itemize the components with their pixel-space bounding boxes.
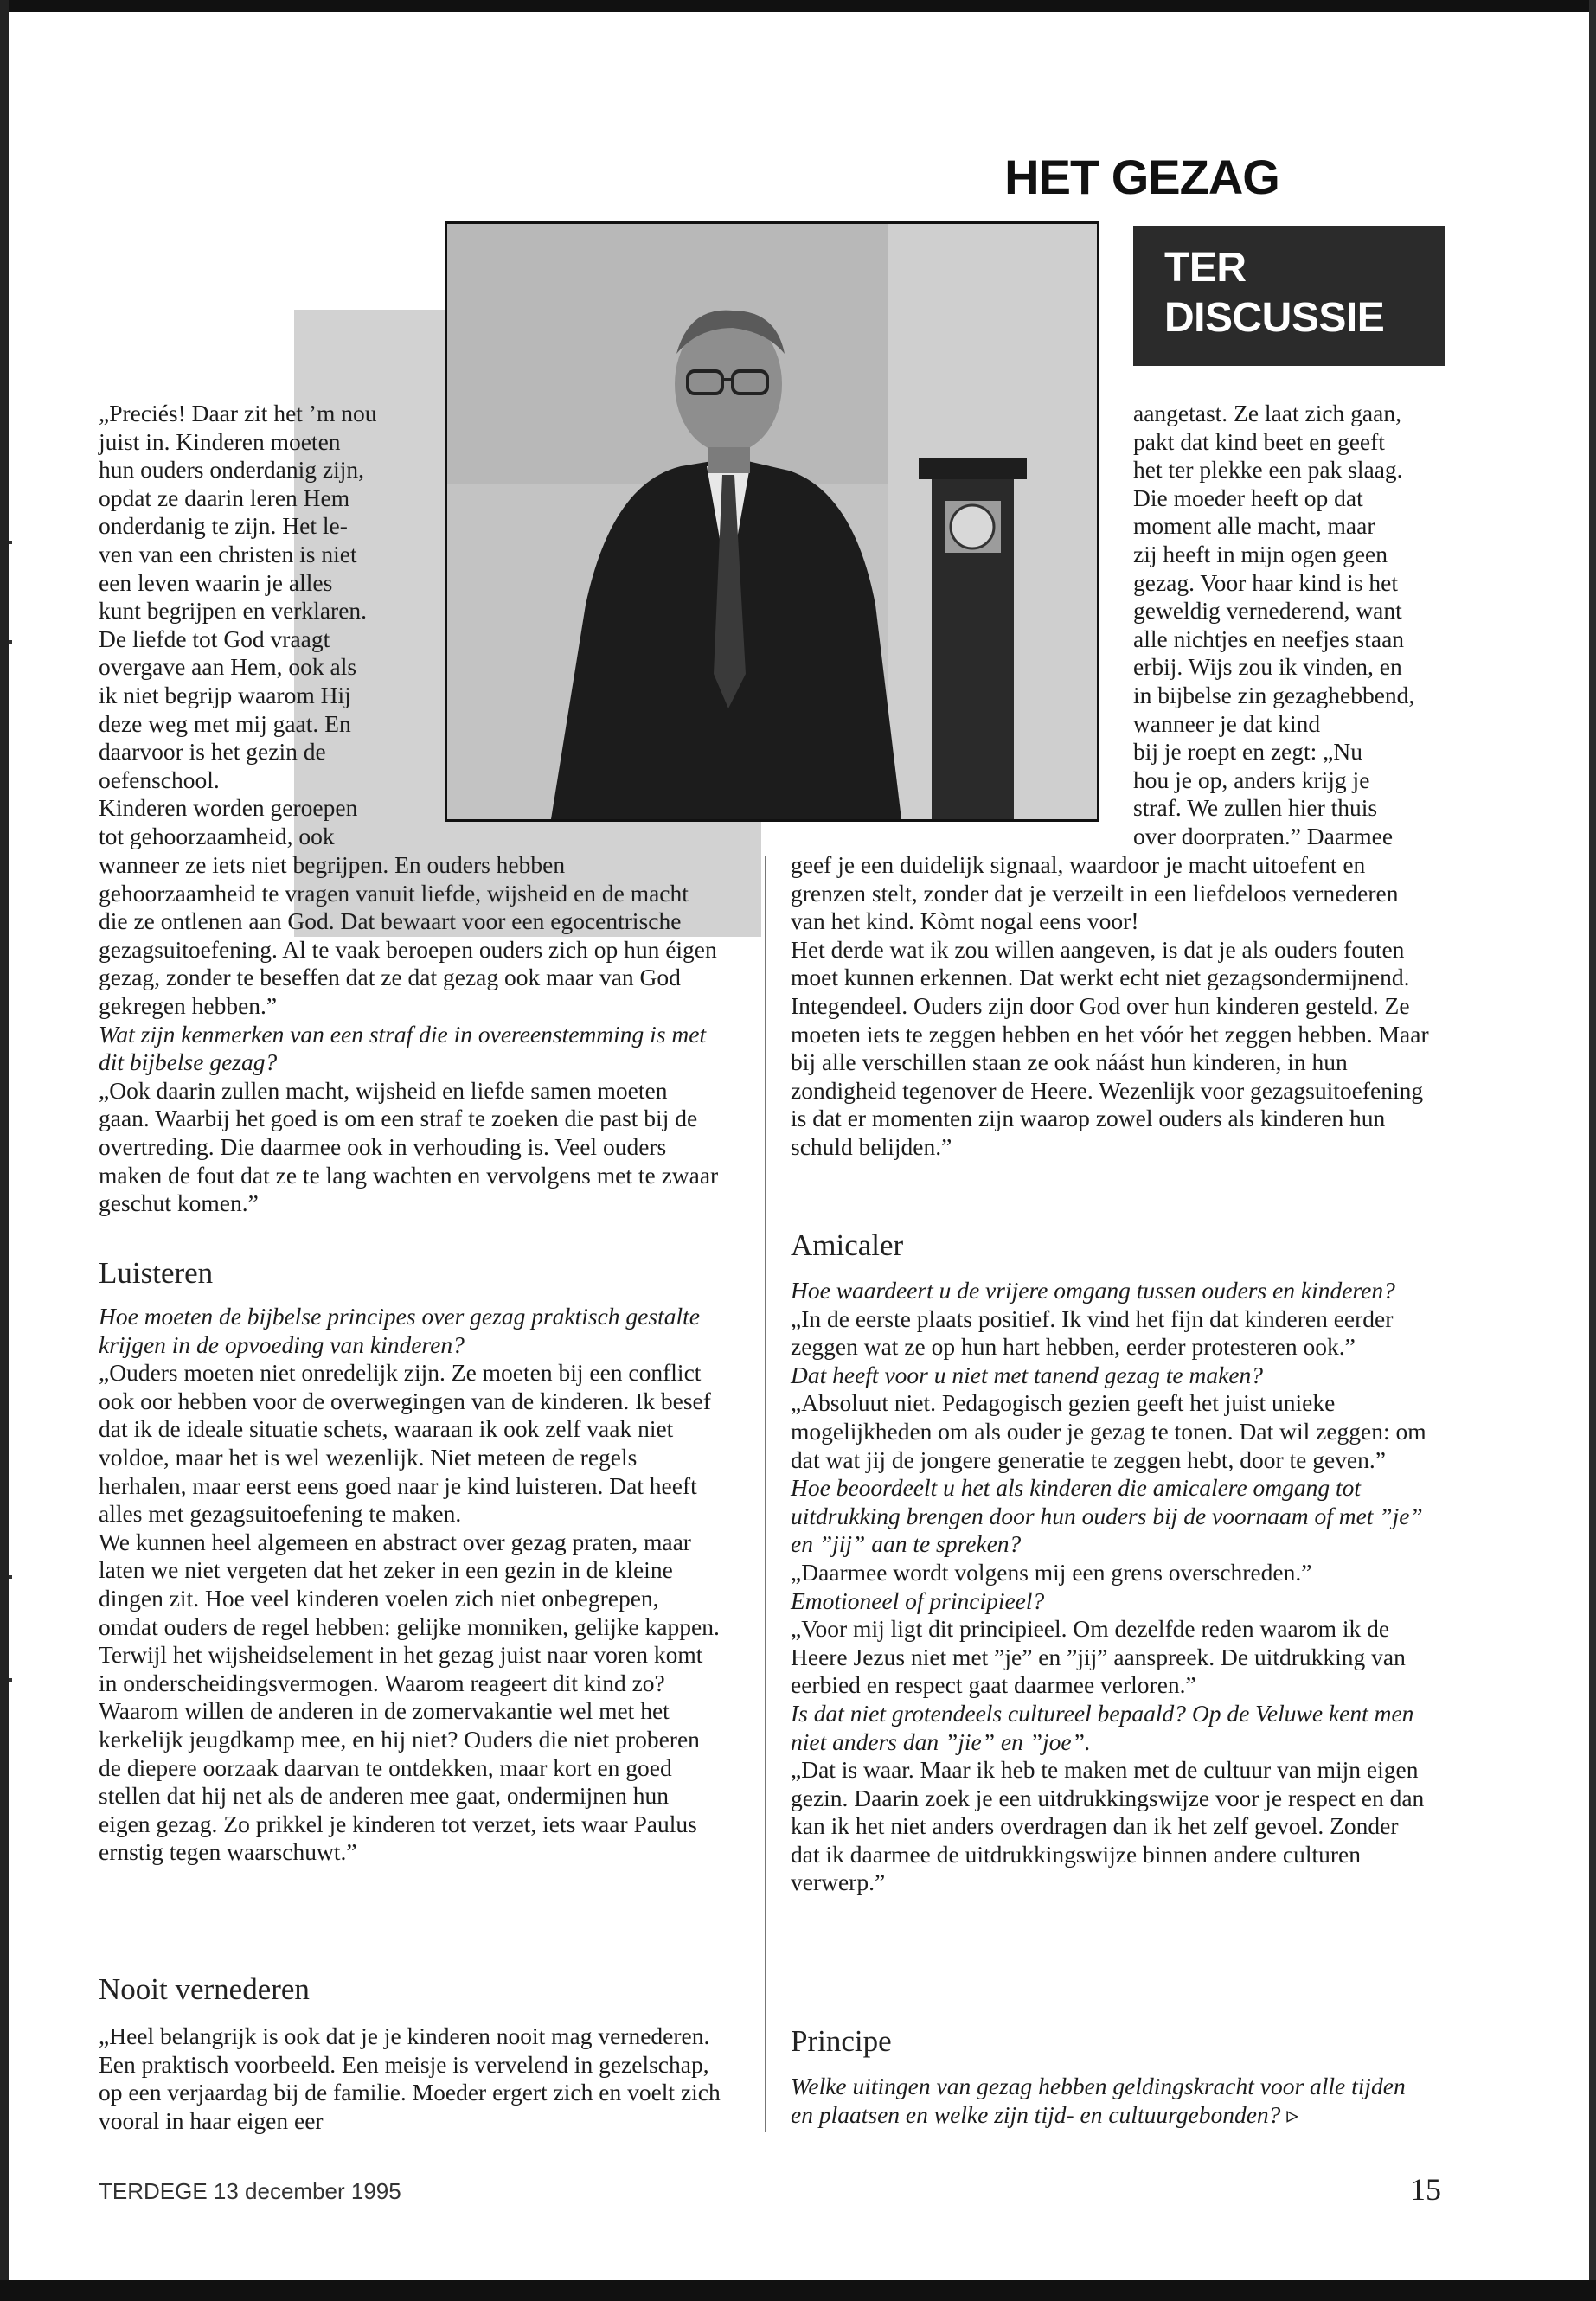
left-intro-column — [99, 400, 462, 851]
bottom-border — [0, 2280, 1596, 2301]
text-line: oefenschool. — [99, 766, 220, 793]
text-line: in bijbelse zin gezaghebbend, wanneer je dat kind — [1133, 681, 1415, 737]
right-section-principe — [791, 2073, 1431, 2129]
page-title: HET GEZAG — [1004, 150, 1279, 204]
text-line: moment alle macht, maar — [1133, 512, 1375, 540]
text-line: hun ouders onderdanig zijn, — [99, 456, 365, 484]
body-paragraph: „Voor mij ligt dit principieel. Om dezelfde reden waarom ik de Heere Jezus niet met ”je” en ”jij” aanspreek. De uitdrukking van eerbied en respect gaat daarmee verloren.” — [791, 1615, 1406, 1699]
right-intro-column — [1133, 400, 1445, 851]
body-paragraph: „Heel belangrijk is ook dat je je kinderen nooit mag vernederen. Een praktisch voorbeeld. Een meisje is vervelend in gezelschap, op een verjaardag bij de familie. Moeder ergert zich en voelt zich vooral in haar eigen eer — [99, 2022, 721, 2134]
interview-question: Dat heeft voor u niet met tanend gezag te maken? — [791, 1361, 1264, 1388]
text-line: kunt begrijpen en verklaren. — [99, 597, 368, 625]
interview-question: Emotioneel of principieel? — [791, 1586, 1045, 1614]
interview-question: Hoe moeten de bijbelse principes over gezag praktisch gestalte krijgen in de opvoeding van kinderen? — [99, 1303, 700, 1358]
body-paragraph: We kunnen heel algemeen en abstract over gezag praten, maar laten we niet vergeten dat het zeker in een gezin in de kleine dingen zit. Hoe veel kinderen voelen zich niet onbegrepen, omdat ouders de regel hebben: gelijke monniken, gelijke kappen. Terwijl het wijsheidselement in het gezag juist naar voren komt in onderscheidingsvermogen. Waarom reageert dit kind zo? Waarom willen de anderen in de zomervakantie wel met het kerkelijk jeugdkamp mee, en hij niet? Ouders die niet proberen de diepere oorzaak daarvan te ontdekken, maar kort en goed stellen dat hij net als de anderen mee gaat, ondermijnen hun eigen gezag. Zo prikkel je kinderen tot verzet, iets waar Paulus ernstig tegen waarschuwt.” — [99, 1528, 720, 1866]
heading-nooit-vernederen: Nooit vernederen — [99, 1972, 310, 2006]
text-line: alle nichtjes en neefjes staan — [1133, 625, 1405, 652]
text-line: overgave aan Hem, ook als — [99, 653, 357, 681]
heading-luisteren: Luisteren — [99, 1256, 214, 1290]
margin-mark — [9, 640, 12, 644]
body-paragraph: „Dat is waar. Maar ik heb te maken met de cultuur van mijn eigen gezin. Daarin zoek je een uitdrukkingswijze voor je respect en dan kan ik het niet anders overdragen dan ik het zelf gevoel. Zonder dat ik daarmee de uitdrukkingswijze binnen andere culturen verwerp.” — [791, 1756, 1425, 1896]
text-line: een leven waarin je alles — [99, 568, 333, 596]
heading-principe: Principe — [791, 2024, 892, 2058]
text-line: erbij. Wijs zou ik vinden, en — [1133, 653, 1402, 681]
interview-question: Hoe beoordeelt u het als kinderen die amicalere omgang tot uitdrukking brengen door hun ouders bij de voornaam of met ”je” en ”jij” aan te spreken? — [791, 1474, 1423, 1558]
heading-amicaler: Amicaler — [791, 1228, 904, 1262]
text-line: ven van een christen is niet — [99, 540, 357, 567]
text-line: over doorpraten.” Daarmee — [1133, 822, 1394, 849]
body-paragraph: „Daarmee wordt volgens mij een grens overschreden.” — [791, 1558, 1312, 1586]
body-paragraph: Het derde wat ik zou willen aangeven, is dat je als ouders fouten moet kunnen erkennen. Dat werkt echt niet gezagsondermijnend. Integendeel. Ouders zijn door God over hun kinderen gesteld. Ze moeten iets te zeggen hebben en het vóór het zeggen hebben. Maar bij alle verschillen staan ze ook náást hun kinderen, in hun zondigheid tegenover de Heere. Wezenlijk voor gezagsuitoefening is dat er momenten zijn waarop zowel ouders als kinderen hun schuld belijden.” — [791, 935, 1429, 1160]
text-line: juist in. Kinderen moeten — [99, 427, 341, 455]
left-main-column — [99, 851, 723, 1218]
text-line: onderdanig te zijn. Het le- — [99, 512, 348, 540]
margin-mark — [9, 541, 12, 544]
body-paragraph: „In de eerste plaats positief. Ik vind het fijn dat kinderen eerder zeggen wat ze op hun hart hebben, eerder protesteren ook.” — [791, 1304, 1394, 1361]
body-paragraph: „Absoluut niet. Pedagogisch gezien geeft het juist unieke mogelijkheden om als ouder je gezag te tonen. Dat wil zeggen: om dat wat jij de jongere generatie te zeggen hebt, door te geven.” — [791, 1389, 1426, 1473]
text-line: De liefde tot God vraagt — [99, 625, 330, 652]
text-line: hou je op, anders krijg je — [1133, 766, 1370, 793]
right-main-column — [791, 851, 1431, 1162]
left-section-luisteren — [99, 1303, 723, 1867]
text-line: zij heeft in mijn ogen geen — [1133, 540, 1388, 567]
text-line: tot gehoorzaamheid, ook — [99, 822, 335, 849]
portrait-photo-icon — [447, 224, 1097, 819]
text-line: daarvoor is het gezin de — [99, 738, 326, 766]
body-paragraph: „Ouders moeten niet onredelijk zijn. Ze moeten bij een conflict ook oor hebben voor de overwegingen van de kinderen. Ik besef dat ik de ideale situatie schets, waaraan ik ook zelf vaak niet voldoe, maar het is wel wezenlijk. Niet meteen de regels herhalen, maar eerst eens goed naar je kind luisteren. Dat heeft alles met gezagsuitoefening te maken. — [99, 1359, 711, 1528]
text-line: „Preciés! Daar zit het ’m nou — [99, 400, 377, 426]
top-border — [0, 0, 1596, 12]
text-line: straf. We zullen hier thuis — [1133, 794, 1378, 822]
publication-footer: TERDEGE 13 december 1995 — [99, 2178, 401, 2204]
portrait-photo — [445, 221, 1099, 822]
continue-arrow-icon: ▹ — [1286, 2100, 1299, 2128]
text-line: het ter plekke een pak slaag. — [1133, 456, 1403, 484]
interview-question: Wat zijn kenmerken van een straf die in overeenstemming is met dit bijbelse gezag? — [99, 1020, 707, 1076]
badge-line-1: TER — [1164, 245, 1247, 291]
text-line: bij je roept en zegt: „Nu — [1133, 738, 1362, 766]
text-line: geweldig vernederend, want — [1133, 597, 1402, 625]
text-line: Die moeder heeft op dat — [1133, 484, 1363, 511]
page-number: 15 — [1410, 2172, 1441, 2207]
section-badge — [1133, 226, 1445, 366]
text-line: pakt dat kind beet en geeft — [1133, 427, 1385, 455]
right-scan-edge — [1589, 0, 1596, 2301]
text-line: opdat ze daarin leren Hem — [99, 484, 350, 511]
text-line: deze weg met mij gaat. En — [99, 709, 351, 737]
body-paragraph: geef je een duidelijk signaal, waardoor je macht uitoefent en grenzen stelt, zonder dat je verzeilt in een liefdeloos vernederen van het kind. Kòmt nogal eens voor! — [791, 851, 1399, 935]
body-paragraph: „Ook daarin zullen macht, wijsheid en liefde samen moeten gaan. Waarbij het goed is om een straf te zoeken die past bij de overtreding. Die daarmee ook in verhouding is. Veel ouders maken de fout dat ze te lang wachten en vervolgens met te zwaar geschut komen.” — [99, 1076, 719, 1217]
body-paragraph: wanneer ze iets niet begrijpen. En ouders hebben gehoorzaamheid te vragen vanuit liefde, wijsheid en de macht die ze ontlenen aan God. Dat bewaart voor een egocentrische gezagsuitoefening. Al te vaak beroepen ouders zich op hun éigen gezag, zonder te beseffen dat ze dat gezag ook maar van God gekregen hebben.” — [99, 851, 717, 1019]
text-line: aangetast. Ze laat zich gaan, — [1133, 400, 1401, 426]
text-line: ik niet begrijp waarom Hij — [99, 681, 351, 708]
text-line: gezag. Voor haar kind is het — [1133, 568, 1398, 596]
column-divider — [765, 856, 766, 2132]
left-section-nooit — [99, 2022, 723, 2135]
left-scan-edge — [0, 0, 9, 2301]
interview-question — [791, 2073, 1431, 2129]
right-section-amicaler — [791, 1277, 1431, 1897]
margin-mark — [9, 1575, 12, 1579]
text-line: Kinderen worden geroepen — [99, 794, 358, 822]
interview-question: Hoe waardeert u de vrijere omgang tussen ouders en kinderen? — [791, 1277, 1395, 1304]
badge-line-2: DISCUSSIE — [1164, 295, 1385, 341]
interview-question: Is dat niet grotendeels cultureel bepaald? Op de Veluwe kent men niet anders dan ”jie” en ”joe”. — [791, 1699, 1414, 1755]
question-text: Welke uitingen van gezag hebben geldingskracht voor alle tijden en plaatsen en welke zijn tijd- en cultuurgebonden? — [791, 2073, 1406, 2128]
margin-mark — [9, 1678, 12, 1682]
